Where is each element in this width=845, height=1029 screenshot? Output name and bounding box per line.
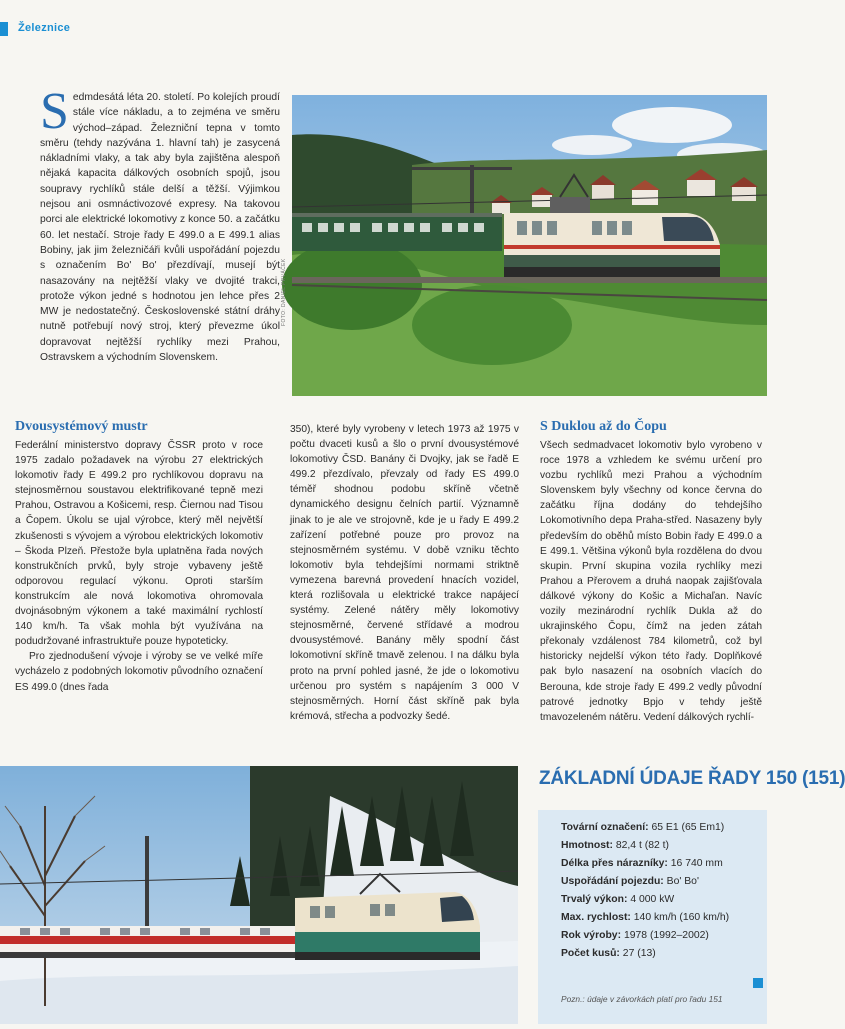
spec-label: Rok výroby: <box>561 930 622 941</box>
spec-label: Počet kusů: <box>561 948 620 959</box>
spec-value: 140 km/h (160 km/h) <box>633 912 730 923</box>
specs-box <box>538 810 767 1024</box>
locomotive-winter-image <box>0 766 518 1024</box>
column-2 <box>290 422 519 724</box>
intro-paragraph <box>40 83 280 365</box>
specs-note: Pozn.: údaje v závorkách platí pro řadu 151 <box>561 994 723 1004</box>
spec-value: Bo' Bo' <box>666 876 699 887</box>
heading-s-duklou-az-do-copu: S Duklou až do Čopu <box>540 419 667 434</box>
spec-label: Tovární označení: <box>561 822 649 833</box>
spec-label: Trvalý výkon: <box>561 894 628 905</box>
section-marker <box>0 22 8 36</box>
spec-row <box>561 822 724 833</box>
photo-winter-train <box>0 766 518 1024</box>
col1-paragraph-2: Pro zjednodušení vývoje i výroby se ve velké míře vycházelo z podobných lokomotiv původního označení ES 499.0 (dnes řada <box>15 651 263 693</box>
specs-panel <box>521 766 845 1024</box>
spec-value: 4 000 kW <box>630 894 675 905</box>
column-3 <box>540 418 762 725</box>
spec-label: Max. rychlost: <box>561 912 631 923</box>
spec-value: 1978 (1992–2002) <box>623 930 709 941</box>
spec-value: 65 E1 (65 Em1) <box>651 822 725 833</box>
spec-row <box>561 948 656 959</box>
photo-credit: FOTO: DANIEL PRVÁČEK <box>281 258 287 326</box>
spec-row <box>561 894 674 905</box>
column-1 <box>15 418 263 695</box>
section-title: Železnice <box>18 22 71 34</box>
spec-value: 27 (13) <box>622 948 656 959</box>
end-marker <box>753 978 763 988</box>
spec-value: 82,4 t (82 t) <box>615 840 669 851</box>
spec-row <box>561 876 699 887</box>
specs-title: ZÁKLADNÍ ÚDAJE ŘADY 150 (151) <box>539 768 845 789</box>
spec-label: Délka přes nárazníky: <box>561 858 668 869</box>
col2-paragraph-1: 350), které byly vyrobeny v letech 1973 až 1975 v počtu dvaceti kusů a šlo o první dvousystémové lokomotivy ČSD. Banány či Dvojky, jak se řadě E 499.2 přezdívalo, převzaly od řady ES 499.0 téměř shodnou podobu skříně včetně dynamického designu čelních partií. Významně jinak to je ale ve strojovně, kde je u řady E 499.2 zařízení potřebné pouze pro provoz na stejnosměrném systému. V době vzniku těchto lokomotiv byla tehdejšími normami striktně vymezena barevná provedení hnacích vozidel, která rozlišovala u elektrické trakce napájecí systémy. Zelené nátěry měly lokomotivy stejnosměrné, červené střídavé a modrou dvousystémové. Banány měly spodní část lokomotivní skříně tmavě zelenou. I na dálku byla proto na první pohled jasné, že jde o lokomotivu určenou pro systém s napájením 3 000 V stejnosměrných. Horní část skříně pak byla krémová, střecha a podvozky šedé. <box>290 424 519 722</box>
locomotive-summer-image <box>292 95 767 396</box>
col3-paragraph-1: Všech sedmadvacet lokomotiv bylo vyrobeno v roce 1978 a vzhledem ke svému určení pro vozbu rychlíků mezi Prahou a východním Slovenskem byly všechny od konce června do začátku října dodány do tehdejšího Lokomotivního depa Praha-střed. Nasazeny byly především do oběhů místo Bobin řady E 499.0 a E 499.1. Většina výkonů byla rozdělena do dvou skupin. První skupina vozila rychlíky mezi Prahou a Přerovem a druhá naopak zajišťovala dálkové výkony do Košic a Michaľan. Navíc vozily mezinárodní rychlík Dukla až do ukrajinského Čopu, čímž na jeden zátah překonaly vzdálenost 784 kilometrů, což byl historicky nejdelší výkon této řady. Doplňkové pak bylo nasazení na osobních vlacích do Berouna, kde stroje řady E 499.2 vedly původní patrové jednotky Bpjo v tehdy ještě tmavozeleném nátěru. Vedení dálkových rychlí- <box>540 440 762 723</box>
spec-row <box>561 858 723 869</box>
drop-cap: S <box>40 83 69 140</box>
spec-label: Uspořádání pojezdu: <box>561 876 664 887</box>
photo-summer-train <box>292 95 767 396</box>
intro-text: edmdesátá léta 20. století. Po kolejích proudí stále více nákladu, a to zejména ve směru východ–západ. Železniční tepna v tomto směru (tehdy nazývána 1. hlavní tah) je zasycená nákladními vlaky, a tak aby byla zajištěna alespoň nějaká kapacita dálkových osobních spojů, jsou soupravy rychlíků stále delší a těžší. Výjimkou nejsou ani osmnáctivozové expresy. Na takovou porci ale elektrické lokomotivy z konce 50. a začátku 60. let nestačí. Stroje řady E 499.0 a E 499.1 alias Bobiny, jak jim železničáři kvůli uspořádání pojezdu s označením Bo' Bo' přezdívají, musejí být nasazovány na nejtěžší vlaky ve dvojité trakci, protože výkon jedné s hodnotou jen lehce přes 2 MW je nedostatečný. Československé státní dráhy nutně potřebují nový stroj, který převezme úkol dopravovat nejtěžší rychlíky mezi Prahou, Ostravskem a východním Slovenskem. <box>40 92 280 364</box>
spec-value: 16 740 mm <box>670 858 723 869</box>
spec-row <box>561 930 709 941</box>
spec-row <box>561 840 669 851</box>
spec-label: Hmotnost: <box>561 840 613 851</box>
heading-dvousystemovy-mustr: Dvousystémový mustr <box>15 419 148 434</box>
col1-paragraph-1: Federální ministerstvo dopravy ČSSR proto v roce 1975 zadalo požadavek na výrobu 27 elektrických lokomotiv řady E 499.2 pro rychlíkovou dopravu na stejnosměrnou soustavou elektrifikované tepně mezi Prahou, Ostravou a Košicemi, resp. Čiernou nad Tisou a Čopem. Úkolu se ujal výrobce, který měl největší zkušenosti s vývojem a výrobou elektrických lokomotiv – Škoda Plzeň. Přestože byla uplatněna řada nových konstrukčních prvků, byly stroje vybaveny ještě odporovou regulací výkonu. Oproti starším konstrukcím ale nová lokomotiva ohromovala dvojnásobným výkonem a také maximální rychlostí 140 km/h. Ta však mohla být využívána na podudržované infrastruktuře pouze hypoteticky. <box>15 440 263 648</box>
spec-row <box>561 912 729 923</box>
